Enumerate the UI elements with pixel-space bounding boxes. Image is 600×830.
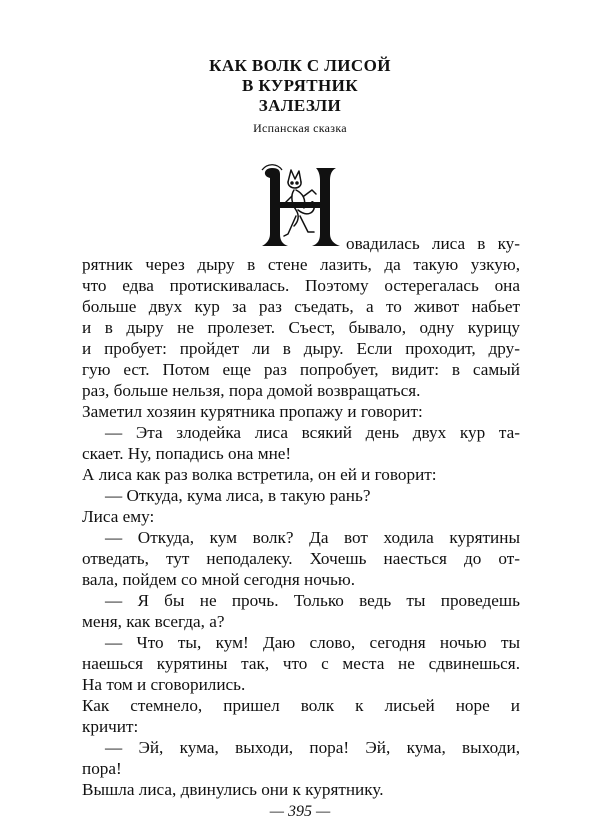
text-line: наешься курятины так, что с места не сдвинешься. — [82, 654, 520, 673]
text-line: отведать, тут неподалеку. Хочешь наесться до от- — [82, 549, 520, 568]
text-line: что едва протискивалась. Поэтому остерегалась она — [82, 276, 520, 295]
text-line: А лиса как раз волка встретила, он ей и говорит: — [82, 465, 437, 484]
text-line: — Эта злодейка лиса всякий день двух кур та- — [105, 423, 520, 442]
story-title-line-2: В КУРЯТНИК — [242, 76, 358, 95]
text-line: больше двух кур за раз съедать, а то живот набьет — [82, 297, 520, 316]
text-line: рятник через дыру в стене лазить, да такую узкую, — [82, 255, 520, 274]
story-title-line-1: КАК ВОЛК С ЛИСОЙ — [209, 56, 391, 75]
text-line: гую ест. Потом еще раз попробует, видит: в самый — [82, 360, 520, 379]
text-line: Как стемнело, пришел волк к лисьей норе и — [82, 696, 520, 715]
drop-cap — [258, 160, 344, 248]
story-subtitle: Испанская сказка — [253, 121, 347, 135]
text-line: Вышла лиса, двинулись они к курятнику. — [82, 780, 384, 799]
text-line: — Что ты, кум! Даю слово, сегодня ночью ты — [105, 633, 520, 652]
text-line: овадилась лиса в ку- — [346, 234, 520, 253]
text-line: вала, пойдем со мной сегодня ночью. — [82, 570, 355, 589]
text-line: Заметил хозяин курятника пропажу и говорит: — [82, 402, 423, 421]
text-line: — Откуда, кум волк? Да вот ходила курятины — [105, 528, 520, 547]
story-title-line-3: ЗАЛЕЗЛИ — [258, 96, 342, 115]
text-line: и пробует: пройдет ли в дыру. Если проходит, дру- — [82, 339, 520, 358]
text-line: скает. Ну, попадись она мне! — [82, 444, 292, 463]
fox-initial-illustration-icon — [258, 160, 344, 248]
text-line: и в дыру не пролезет. Съест, бывало, одну курицу — [82, 318, 520, 337]
text-line: На том и сговорились. — [82, 675, 246, 694]
text-line: пора! — [82, 759, 122, 778]
page-number: — 395 — — [269, 803, 331, 820]
text-line: — Эй, кума, выходи, пора! Эй, кума, выходи, — [105, 738, 520, 757]
text-line: Лиса ему: — [82, 507, 155, 526]
text-line: раз, больше нельзя, пора домой возвращаться. — [82, 381, 421, 400]
text-line: — Откуда, кума лиса, в такую рань? — [105, 486, 371, 505]
text-line: меня, как всегда, а? — [82, 612, 225, 631]
text-line: кричит: — [82, 717, 139, 736]
text-line: — Я бы не прочь. Только ведь ты проведешь — [105, 591, 520, 610]
